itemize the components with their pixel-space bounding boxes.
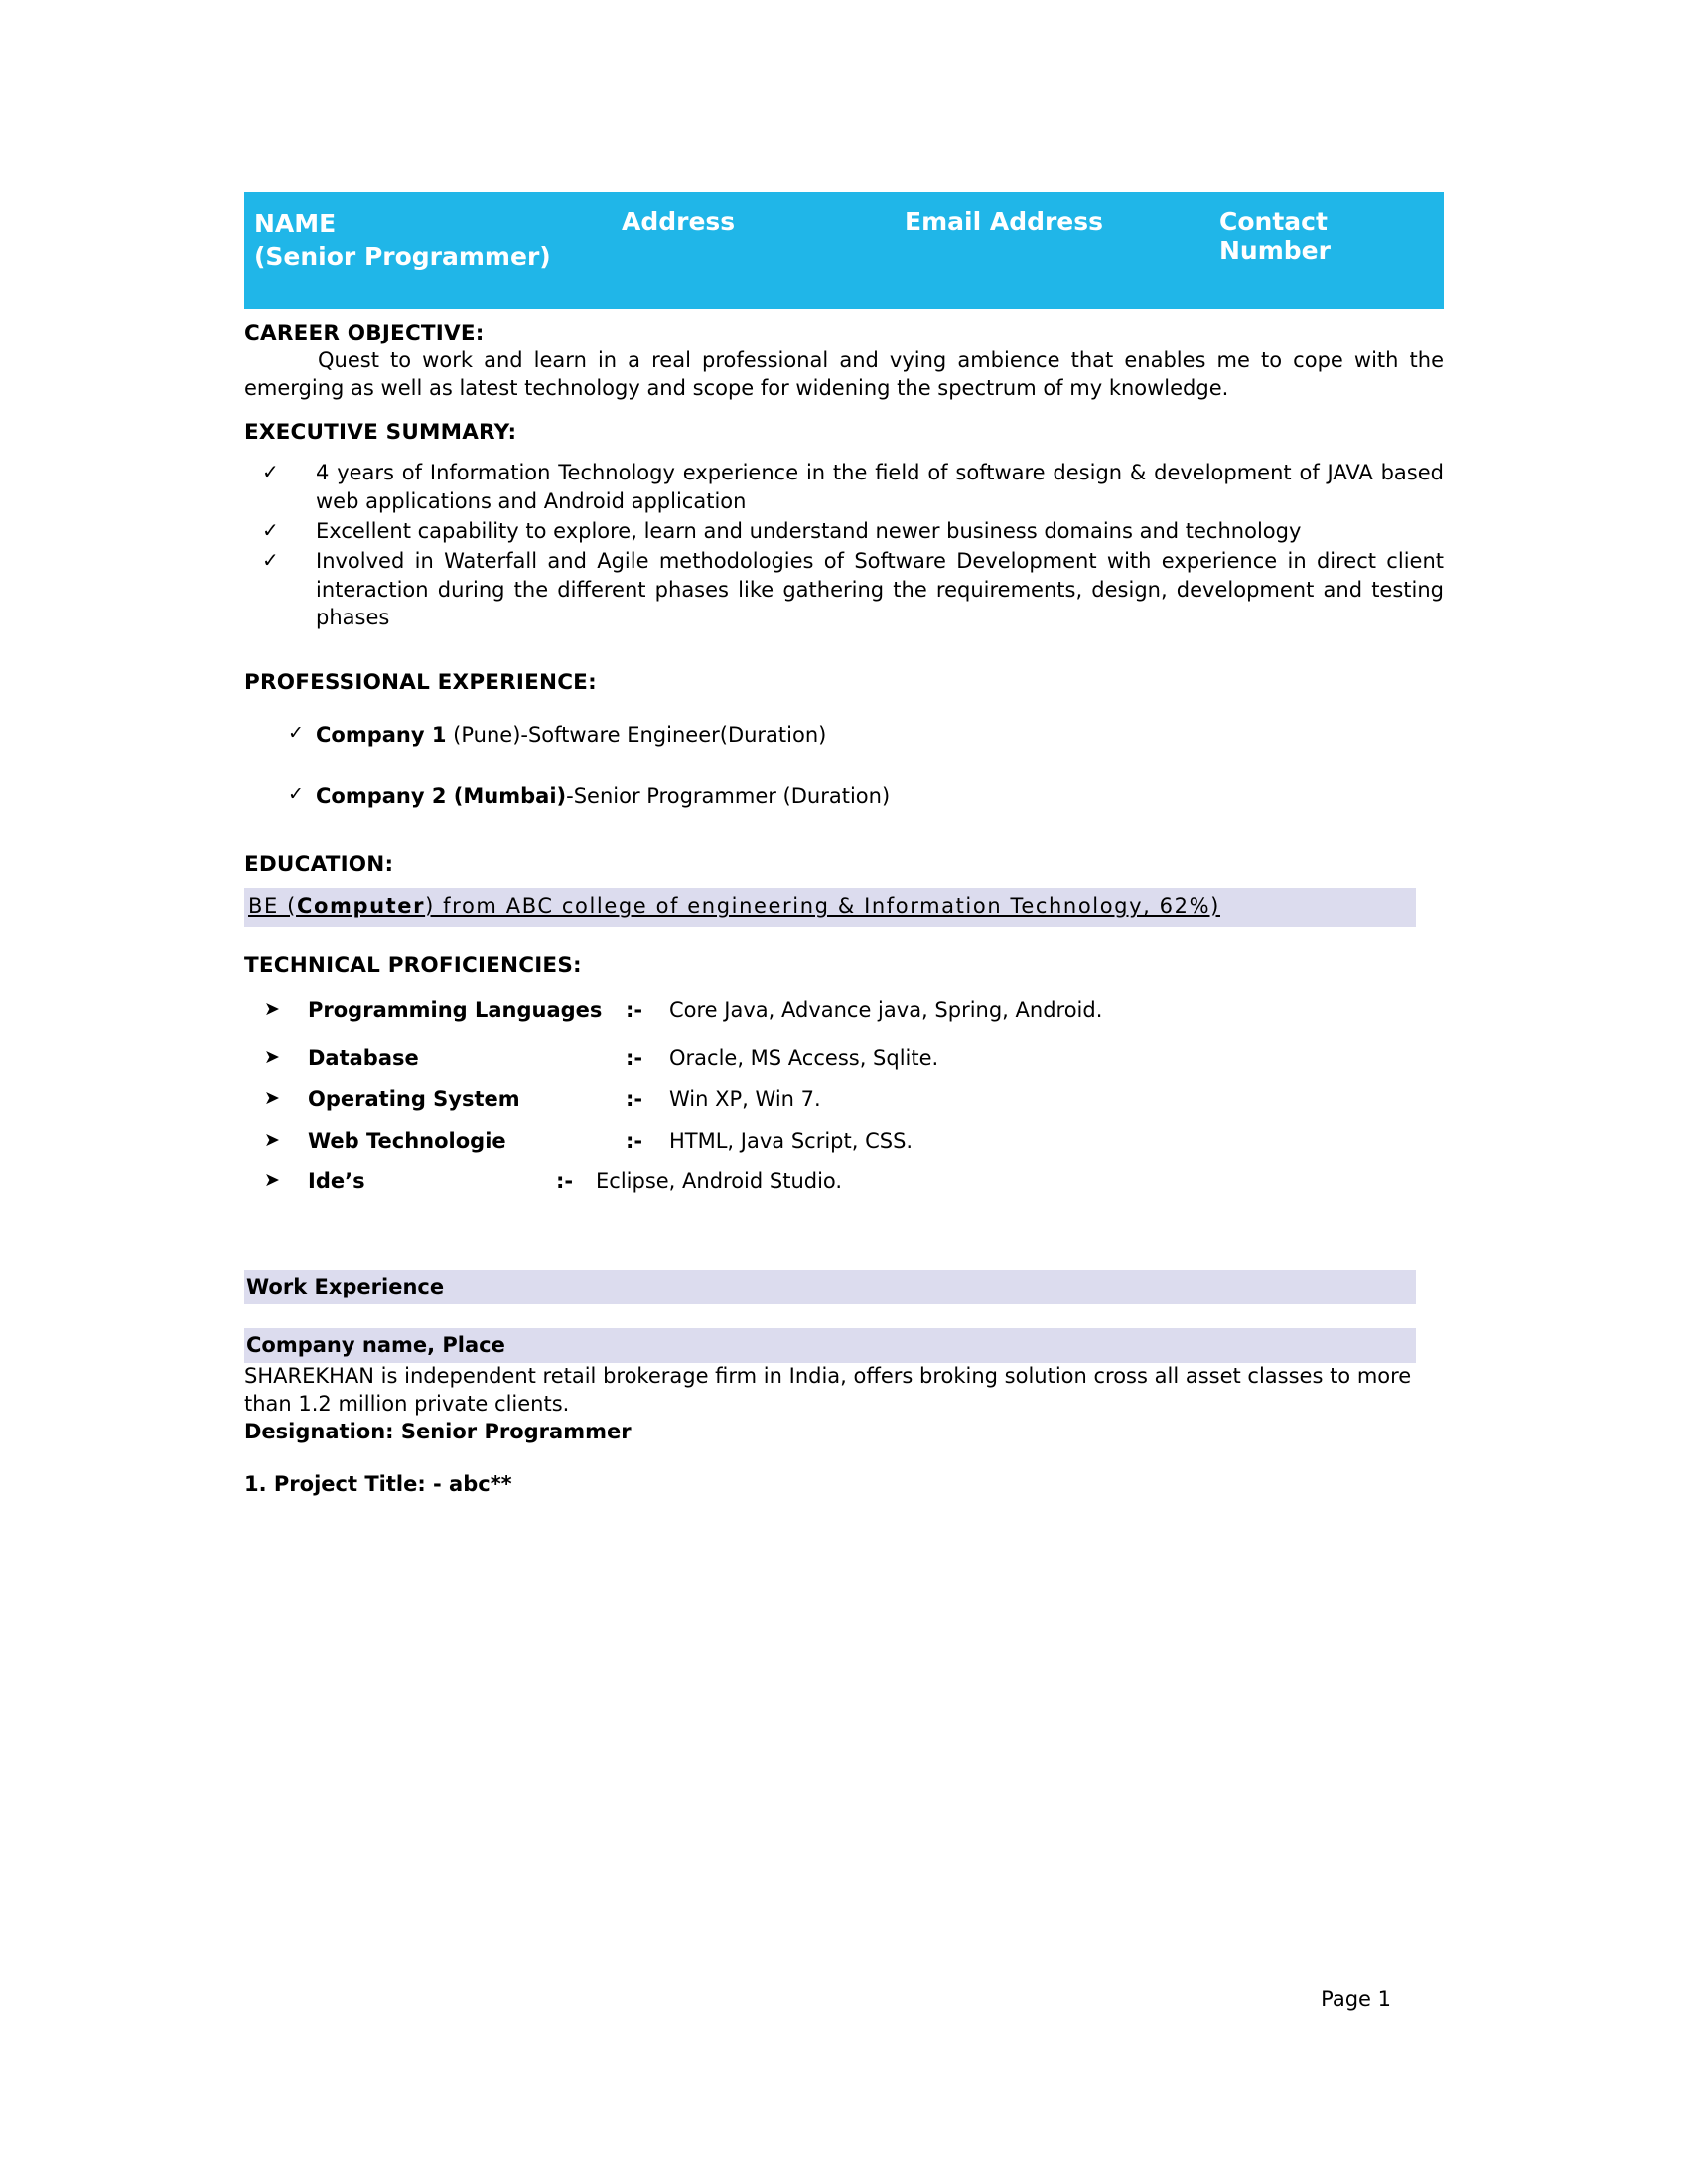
- list-item: [244, 782, 1444, 810]
- tech-label: Ide’s: [308, 1169, 365, 1194]
- career-objective-body: Quest to work and learn in a real professional and vying ambience that enables me to cope with the emerging as well as latest technology and scope for widening the spectrum of my knowledge.: [244, 348, 1444, 400]
- check-icon: ✓: [262, 518, 279, 543]
- tech-label: Operating System: [308, 1087, 520, 1112]
- list-item-text: Excellent capability to explore, learn and understand newer business domains and technology: [316, 519, 1302, 544]
- check-icon: ✓: [288, 782, 304, 805]
- arrow-icon: ➤: [264, 1045, 280, 1068]
- company-detail: -Senior Programmer (Duration): [566, 783, 891, 808]
- arrow-icon: ➤: [264, 997, 280, 1020]
- header-band: [244, 192, 1444, 309]
- tech-separator: :-: [626, 997, 643, 1022]
- list-item: [244, 547, 1444, 631]
- tech-value: Oracle, MS Access, Sqlite.: [669, 1045, 939, 1070]
- list-item-text: Involved in Waterfall and Agile methodologies of Software Development with experience in direct client interaction during the different phases like gathering the requirements, design, development and testing phases: [316, 549, 1444, 630]
- tech-row: [244, 1085, 1444, 1114]
- page-number: Page 1: [1321, 1987, 1391, 2011]
- tech-row: [244, 1044, 1444, 1073]
- header-address: Address: [622, 207, 736, 236]
- tech-value: Core Java, Advance java, Spring, Android.: [669, 997, 1103, 1022]
- education-branch: Computer: [296, 894, 426, 919]
- tech-row: [244, 1127, 1444, 1156]
- check-icon: ✓: [288, 721, 304, 744]
- header-name-block: [254, 207, 671, 274]
- document-body: [244, 192, 1444, 1496]
- technical-proficiencies-title: TECHNICAL PROFICIENCIES:: [244, 952, 582, 978]
- company-name: Company 2 (Mumbai): [316, 783, 567, 808]
- list-item-text: 4 years of Information Technology experience in the field of software design & development of JAVA based web applications and Android application: [316, 461, 1444, 513]
- header-role: (Senior Programmer): [254, 242, 551, 272]
- tech-separator: :-: [626, 1087, 643, 1112]
- technical-proficiencies-list: [244, 996, 1444, 1197]
- list-item: [244, 459, 1444, 515]
- professional-experience-list: [244, 721, 1444, 811]
- education-prefix: BE (: [248, 894, 297, 919]
- list-item: [244, 517, 1444, 545]
- list-item: [244, 721, 1444, 749]
- designation: Designation: Senior Programmer: [244, 1419, 632, 1443]
- arrow-icon: ➤: [264, 1128, 280, 1151]
- header-contact: Contact Number: [1219, 207, 1331, 265]
- tech-separator: :-: [556, 1169, 574, 1194]
- career-objective-text: [244, 347, 1444, 402]
- company-bar: Company name, Place: [244, 1328, 1416, 1363]
- check-icon: ✓: [262, 460, 279, 484]
- tech-label: Database: [308, 1045, 419, 1070]
- education-suffix: ) from ABC college of engineering & Information Technology, 62%): [425, 894, 1220, 919]
- header-email: Email Address: [905, 207, 1104, 236]
- professional-experience-title: PROFESSIONAL EXPERIENCE:: [244, 669, 597, 695]
- work-experience-bar: Work Experience: [244, 1270, 1416, 1304]
- page-footer: [244, 1979, 1426, 2011]
- education-line: [246, 892, 1416, 920]
- company-detail: (Pune)-Software Engineer(Duration): [446, 722, 827, 747]
- tech-value: Win XP, Win 7.: [669, 1087, 821, 1112]
- executive-summary-list: [244, 459, 1444, 631]
- tech-separator: :-: [626, 1045, 643, 1070]
- tech-row: [244, 1167, 1444, 1196]
- tech-value: Eclipse, Android Studio.: [596, 1169, 843, 1194]
- career-objective-title: CAREER OBJECTIVE:: [244, 321, 485, 345]
- education-highlight: [244, 888, 1416, 926]
- arrow-icon: ➤: [264, 1087, 280, 1110]
- tech-label: Web Technologie: [308, 1128, 506, 1153]
- company-name: Company 1: [316, 722, 447, 747]
- header-name: NAME: [254, 209, 337, 238]
- tech-row: [244, 996, 1444, 1024]
- tech-value: HTML, Java Script, CSS.: [669, 1128, 914, 1153]
- tech-separator: :-: [626, 1128, 643, 1153]
- education-title: EDUCATION:: [244, 852, 394, 878]
- project-title: 1. Project Title: - abc**: [244, 1471, 512, 1496]
- tech-label: Programming Languages: [308, 997, 603, 1022]
- arrow-icon: ➤: [264, 1169, 280, 1192]
- executive-summary-title: EXECUTIVE SUMMARY:: [244, 420, 517, 446]
- company-description: SHAREKHAN is independent retail brokerage firm in India, offers broking solution cross all asset classes to more than 1.2 million private clients.: [244, 1364, 1412, 1417]
- check-icon: ✓: [262, 548, 279, 573]
